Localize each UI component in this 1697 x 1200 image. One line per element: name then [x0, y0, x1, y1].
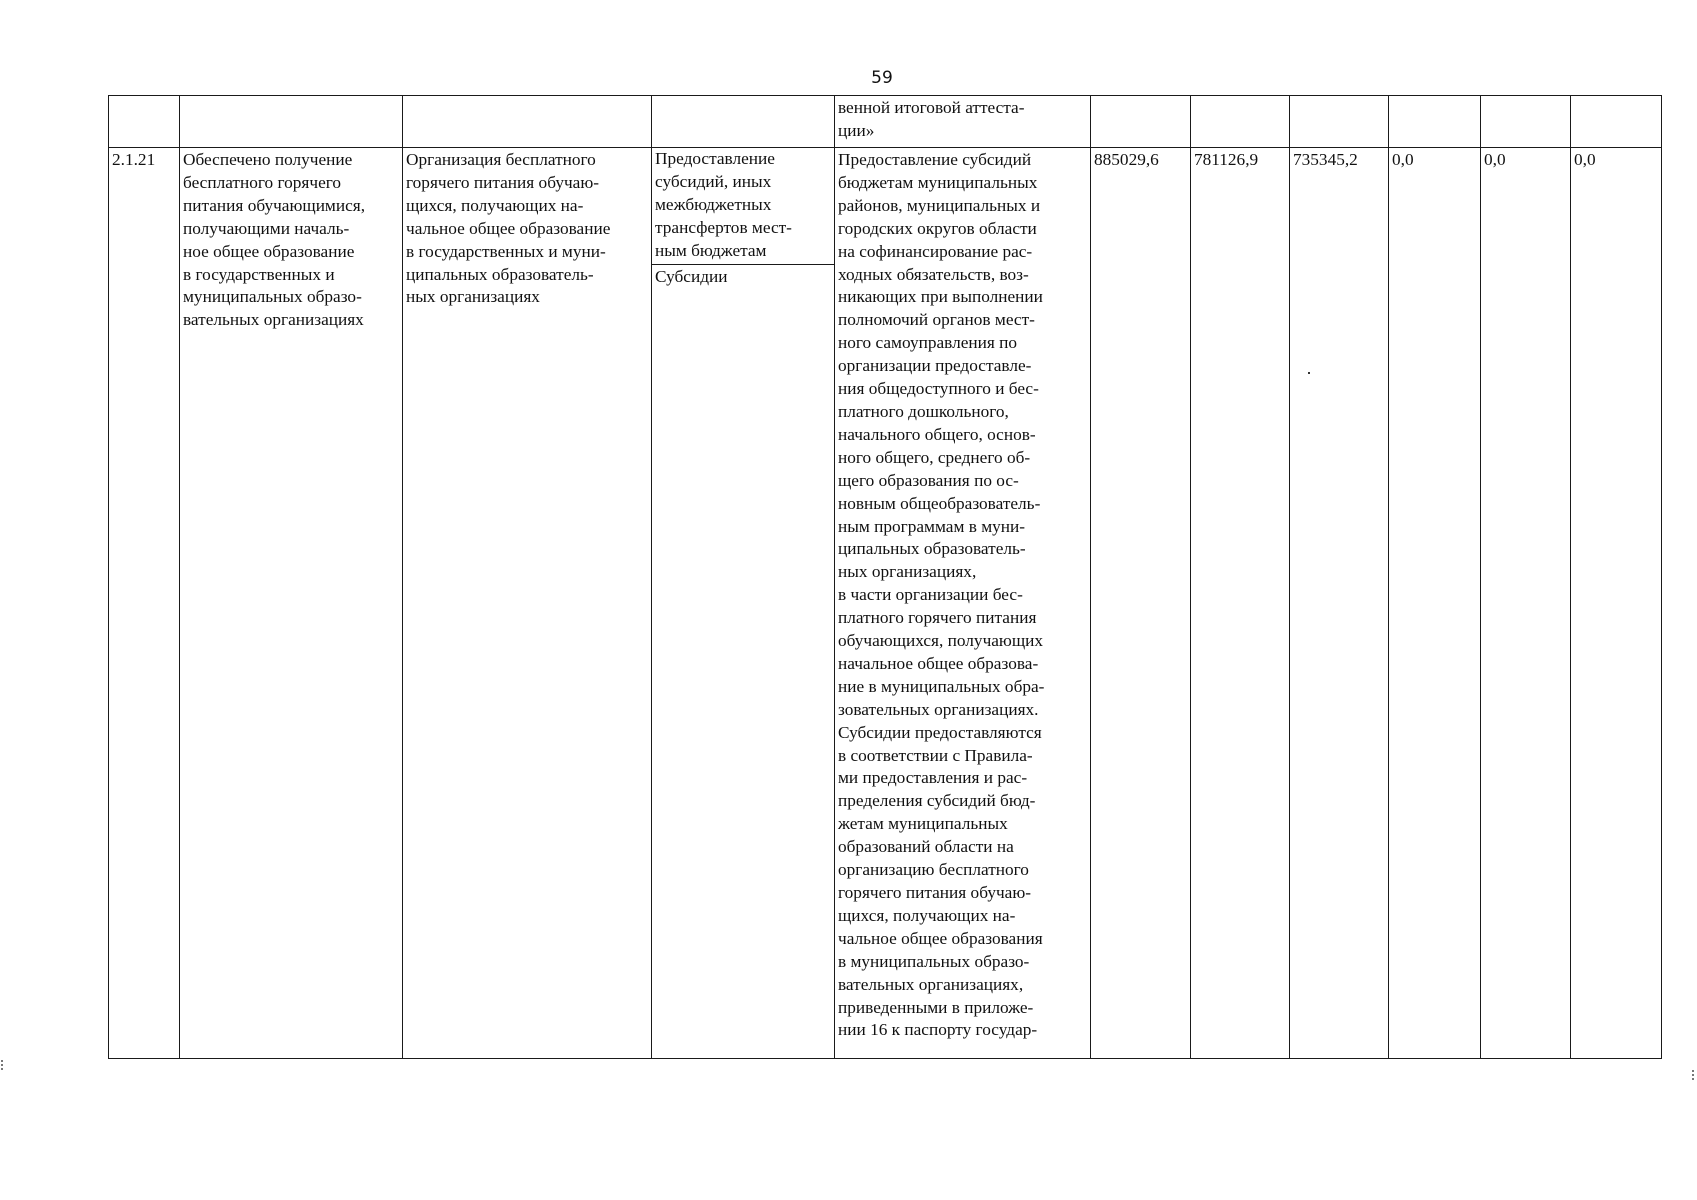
value-cell [1191, 148, 1290, 1059]
value-4: 0,0 [1392, 150, 1414, 169]
table-cell [180, 96, 403, 148]
value-3: 735345,2 [1293, 150, 1358, 169]
value-cell [1571, 148, 1662, 1059]
table-cell [1290, 96, 1389, 148]
value-cell [1481, 148, 1571, 1059]
support-subtype-text: Субсидии [655, 266, 728, 286]
table-cell [1191, 96, 1290, 148]
table-cell [1091, 96, 1191, 148]
value-2: 781126,9 [1194, 150, 1259, 169]
value-1: 885029,6 [1094, 150, 1159, 169]
value-cell [1091, 148, 1191, 1059]
event-cell [403, 148, 652, 1059]
table-cell [1571, 96, 1662, 148]
value-5: 0,0 [1484, 150, 1506, 169]
table-cell [109, 96, 180, 148]
support-type-text: Предоставление субсидий, иных межбюджетных трансфертов мест- ным бюджетам [652, 148, 834, 265]
description-cell [835, 148, 1091, 1059]
result-cell [180, 148, 403, 1059]
row-number: 2.1.21 [112, 150, 156, 169]
row-number-cell [109, 148, 180, 1059]
table-row-continuation [109, 96, 1662, 148]
result-text: Обеспечено получение бесплатного горячего питания обучающимися, получающими началь- ное общее образование в государственных и муниципальных образо- вательных организациях [183, 150, 366, 330]
scan-edge-mark [1, 1060, 5, 1070]
page-number: 59 [871, 68, 893, 88]
value-6: 0,0 [1574, 150, 1596, 169]
support-type-cell [652, 148, 835, 1059]
scan-speck [1308, 372, 1310, 374]
table-cell [403, 96, 652, 148]
table-cell [1481, 96, 1571, 148]
event-text: Организация бесплатного горячего питания обучаю- щихся, получающих на- чальное общее образование в государственных и муни- ципальных образователь- ных организациях [406, 150, 611, 307]
table-cell [1389, 96, 1481, 148]
value-cell [1290, 148, 1389, 1059]
budget-table [108, 95, 1662, 1059]
table-row-2-1-21 [109, 148, 1662, 1059]
continued-description-text: венной итоговой аттеста- ции» [838, 98, 1025, 140]
continued-description-cell [835, 96, 1091, 148]
table-cell [652, 96, 835, 148]
value-cell [1389, 148, 1481, 1059]
description-text: Предоставление субсидий бюджетам муниципальных районов, муниципальных и городских округов области на софинансирование рас- ходных обязательств, воз- никающих при выполнении полномочий органов мест- ного самоуправления по организации предоставле- ния общедоступного и бес- платного дошкольного, начального общего, основ- ного общего, среднего об- щего образования по ос- новным общеобразователь- ным программам в муни- ципальных образователь- ных организациях, в части организации бес- платного горячего питания обучающихся, получающих начальное общее образова- ние в муниципальных обра- зовательных организациях. Субсидии предоставляются в соответствии с Правила- ми предоставления и рас- пределения субсидий бюд- жетам муниципальных образований области на организацию бесплатного горячего питания обучаю- щихся, получающих на- чальное общее образования в муниципальных образо- вательных организациях, приведенными в приложе- нии 16 к паспорту государ- [838, 150, 1045, 1040]
scan-edge-mark [1692, 1070, 1696, 1080]
